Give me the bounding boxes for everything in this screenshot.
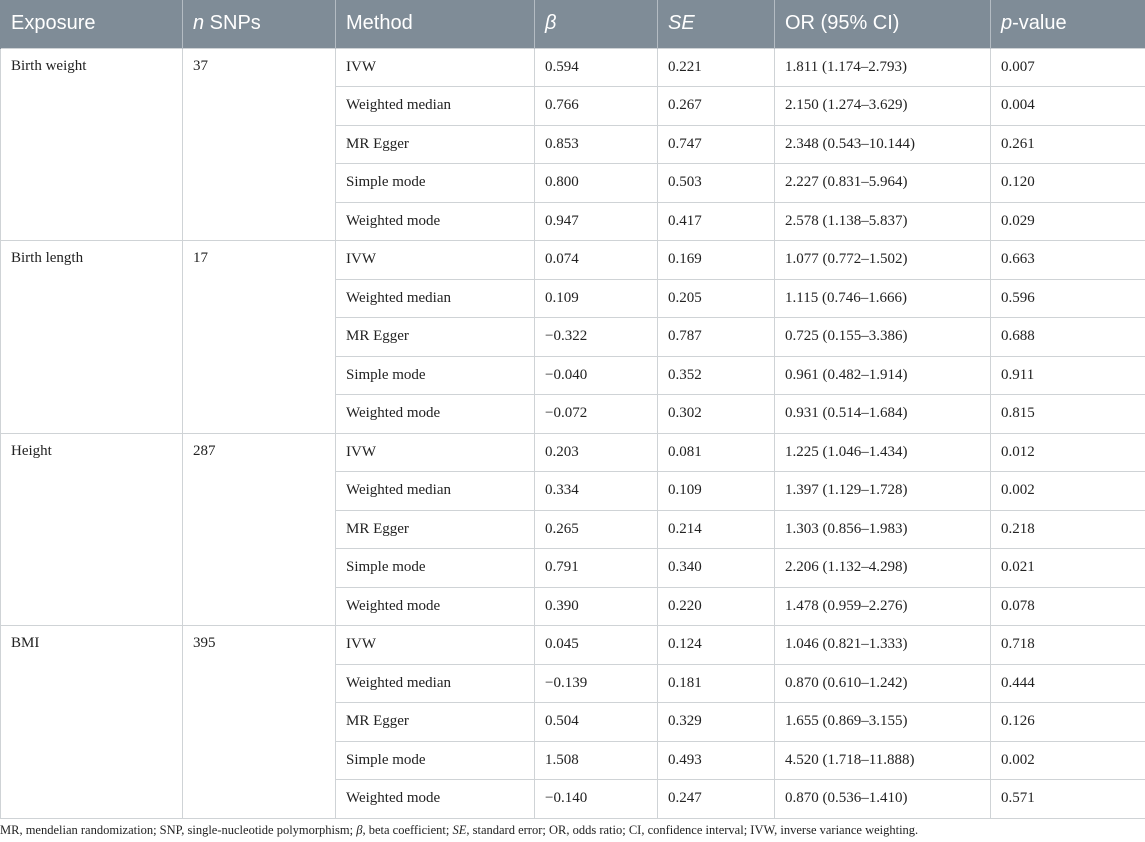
cell-se: 0.214: [658, 510, 775, 549]
cell-se: 0.747: [658, 125, 775, 164]
header-method: Method: [336, 0, 535, 48]
cell-se: 0.205: [658, 279, 775, 318]
cell-se: 0.247: [658, 780, 775, 819]
cell-beta: −0.140: [535, 780, 658, 819]
header-p-value-label: -value: [1012, 12, 1067, 35]
cell-se: 0.503: [658, 164, 775, 203]
cell-se: 0.081: [658, 433, 775, 472]
cell-se: 0.493: [658, 741, 775, 780]
cell-p-value: 0.021: [991, 549, 1145, 588]
cell-beta: 0.594: [535, 48, 658, 87]
cell-method: Weighted median: [336, 279, 535, 318]
cell-or-ci: 1.225 (1.046–1.434): [775, 433, 991, 472]
header-se: SE: [658, 0, 775, 48]
footnote-part3: , standard error; OR, odds ratio; CI, confidence interval; IVW, inverse variance weighting.: [466, 823, 919, 837]
header-n-snps-n: n: [193, 12, 205, 35]
cell-se: 0.124: [658, 626, 775, 665]
table-body: [1, 48, 1145, 818]
cell-beta: 0.074: [535, 241, 658, 280]
cell-method: Weighted mode: [336, 202, 535, 241]
cell-se: 0.221: [658, 48, 775, 87]
cell-method: IVW: [336, 626, 535, 665]
cell-method: Simple mode: [336, 549, 535, 588]
table-row: [1, 48, 1145, 87]
cell-or-ci: 1.046 (0.821–1.333): [775, 626, 991, 665]
cell-beta: −0.040: [535, 356, 658, 395]
cell-exposure: BMI: [1, 626, 183, 819]
cell-se: 0.329: [658, 703, 775, 742]
cell-beta: 0.203: [535, 433, 658, 472]
cell-beta: 0.947: [535, 202, 658, 241]
cell-se: 0.340: [658, 549, 775, 588]
table-header: [1, 0, 1145, 48]
cell-exposure: Birth weight: [1, 48, 183, 241]
cell-method: MR Egger: [336, 703, 535, 742]
cell-method: MR Egger: [336, 125, 535, 164]
cell-p-value: 0.120: [991, 164, 1145, 203]
header-beta: β: [535, 0, 658, 48]
cell-n-snps: 395: [183, 626, 336, 819]
cell-or-ci: 1.077 (0.772–1.502): [775, 241, 991, 280]
table-row: [1, 433, 1145, 472]
cell-se: 0.109: [658, 472, 775, 511]
cell-p-value: 0.002: [991, 472, 1145, 511]
cell-se: 0.302: [658, 395, 775, 434]
cell-or-ci: 2.227 (0.831–5.964): [775, 164, 991, 203]
header-p-value-p: p: [1001, 12, 1013, 35]
cell-or-ci: 0.961 (0.482–1.914): [775, 356, 991, 395]
cell-method: IVW: [336, 433, 535, 472]
cell-or-ci: 0.725 (0.155–3.386): [775, 318, 991, 357]
cell-se: 0.267: [658, 87, 775, 126]
cell-se: 0.417: [658, 202, 775, 241]
cell-p-value: 0.078: [991, 587, 1145, 626]
cell-method: IVW: [336, 241, 535, 280]
cell-method: Weighted median: [336, 664, 535, 703]
table-footnote: [0, 823, 1145, 838]
cell-or-ci: 2.206 (1.132–4.298): [775, 549, 991, 588]
header-exposure: Exposure: [1, 0, 183, 48]
cell-p-value: 0.004: [991, 87, 1145, 126]
cell-beta: 0.109: [535, 279, 658, 318]
cell-method: MR Egger: [336, 318, 535, 357]
cell-or-ci: 2.348 (0.543–10.144): [775, 125, 991, 164]
cell-se: 0.787: [658, 318, 775, 357]
footnote-part1: MR, mendelian randomization; SNP, single-nucleotide polymorphism;: [0, 823, 357, 837]
cell-method: Simple mode: [336, 164, 535, 203]
cell-exposure: Birth length: [1, 241, 183, 434]
cell-method: IVW: [336, 48, 535, 87]
cell-p-value: 0.663: [991, 241, 1145, 280]
table-row: [1, 241, 1145, 280]
cell-or-ci: 1.303 (0.856–1.983): [775, 510, 991, 549]
cell-or-ci: 2.150 (1.274–3.629): [775, 87, 991, 126]
header-p-value: [991, 0, 1145, 48]
cell-p-value: 0.596: [991, 279, 1145, 318]
cell-beta: 0.791: [535, 549, 658, 588]
cell-method: Weighted mode: [336, 587, 535, 626]
cell-n-snps: 287: [183, 433, 336, 626]
cell-or-ci: 0.931 (0.514–1.684): [775, 395, 991, 434]
cell-p-value: 0.911: [991, 356, 1145, 395]
cell-n-snps: 17: [183, 241, 336, 434]
cell-or-ci: 1.115 (0.746–1.666): [775, 279, 991, 318]
cell-p-value: 0.261: [991, 125, 1145, 164]
cell-se: 0.181: [658, 664, 775, 703]
cell-beta: −0.322: [535, 318, 658, 357]
cell-se: 0.352: [658, 356, 775, 395]
cell-beta: 0.800: [535, 164, 658, 203]
cell-method: Weighted mode: [336, 395, 535, 434]
header-or-ci: OR (95% CI): [775, 0, 991, 48]
cell-n-snps: 37: [183, 48, 336, 241]
cell-exposure: Height: [1, 433, 183, 626]
cell-beta: 0.853: [535, 125, 658, 164]
cell-p-value: 0.007: [991, 48, 1145, 87]
cell-p-value: 0.688: [991, 318, 1145, 357]
cell-beta: 0.045: [535, 626, 658, 665]
cell-p-value: 0.126: [991, 703, 1145, 742]
cell-beta: −0.072: [535, 395, 658, 434]
cell-p-value: 0.571: [991, 780, 1145, 819]
cell-method: Simple mode: [336, 741, 535, 780]
cell-beta: 0.766: [535, 87, 658, 126]
cell-method: Weighted mode: [336, 780, 535, 819]
header-n-snps-label: SNPs: [204, 12, 261, 35]
cell-p-value: 0.002: [991, 741, 1145, 780]
cell-or-ci: 1.478 (0.959–2.276): [775, 587, 991, 626]
cell-beta: 1.508: [535, 741, 658, 780]
cell-beta: −0.139: [535, 664, 658, 703]
cell-p-value: 0.012: [991, 433, 1145, 472]
cell-method: MR Egger: [336, 510, 535, 549]
cell-p-value: 0.815: [991, 395, 1145, 434]
cell-method: Weighted median: [336, 472, 535, 511]
cell-method: Weighted median: [336, 87, 535, 126]
header-n-snps: [183, 0, 336, 48]
cell-or-ci: 0.870 (0.610–1.242): [775, 664, 991, 703]
cell-p-value: 0.218: [991, 510, 1145, 549]
cell-p-value: 0.029: [991, 202, 1145, 241]
cell-beta: 0.334: [535, 472, 658, 511]
cell-or-ci: 1.655 (0.869–3.155): [775, 703, 991, 742]
footnote-se-symbol: SE: [452, 823, 467, 837]
cell-beta: 0.265: [535, 510, 658, 549]
cell-se: 0.169: [658, 241, 775, 280]
table-row: [1, 626, 1145, 665]
cell-p-value: 0.718: [991, 626, 1145, 665]
cell-se: 0.220: [658, 587, 775, 626]
cell-p-value: 0.444: [991, 664, 1145, 703]
cell-or-ci: 1.811 (1.174–2.793): [775, 48, 991, 87]
footnote-part2: , beta coefficient;: [362, 823, 453, 837]
cell-method: Simple mode: [336, 356, 535, 395]
cell-or-ci: 0.870 (0.536–1.410): [775, 780, 991, 819]
cell-beta: 0.504: [535, 703, 658, 742]
cell-or-ci: 1.397 (1.129–1.728): [775, 472, 991, 511]
footnote-beta-symbol: β: [356, 823, 363, 837]
cell-or-ci: 2.578 (1.138–5.837): [775, 202, 991, 241]
cell-beta: 0.390: [535, 587, 658, 626]
header-row: [1, 0, 1145, 48]
cell-or-ci: 4.520 (1.718–11.888): [775, 741, 991, 780]
